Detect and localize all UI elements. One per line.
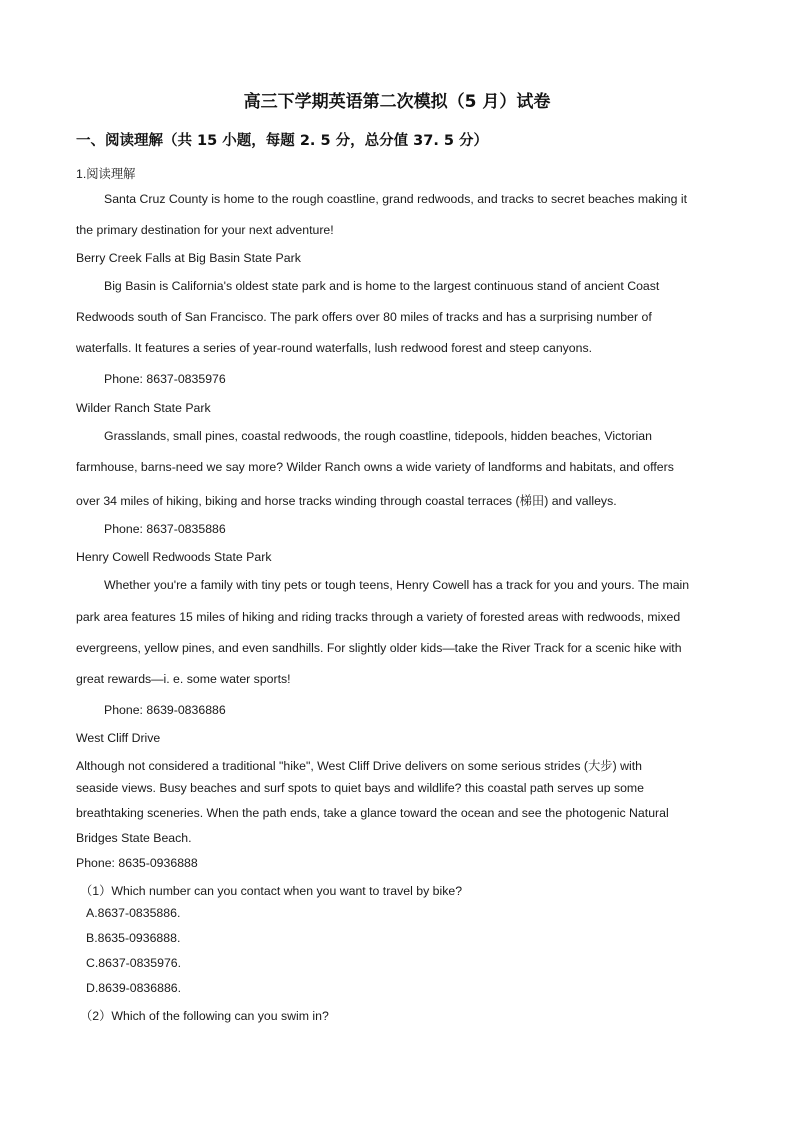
park-phone: Phone: 8639-0836886	[104, 703, 226, 717]
answer-option: A.8637-0835886.	[86, 906, 181, 920]
park-heading: Wilder Ranch State Park	[76, 401, 211, 415]
park-text-line: Whether you're a family with tiny pets or tough teens, Henry Cowell has a track for you and yours. The main	[104, 578, 690, 592]
page-title: 高三下学期英语第二次模拟（5 月）试卷	[243, 92, 551, 112]
question-label: 1.阅读理解	[76, 167, 136, 181]
park-text-line: park area features 15 miles of hiking and riding tracks through a variety of forested areas with redwoods, mixed	[76, 610, 681, 624]
question-stem: （2）Which of the following can you swim in?	[80, 1009, 329, 1023]
park-text-line: breathtaking sceneries. When the path ends, take a glance toward the ocean and see the photogenic Natural	[76, 806, 669, 820]
park-text-line: over 34 miles of hiking, biking and horse tracks winding through coastal terraces (梯田) and valleys.	[76, 494, 617, 508]
answer-option: B.8635-0936888.	[86, 931, 181, 945]
section-heading: 一、阅读理解（共 15 小题，每题 2. 5 分，总分值 37. 5 分）	[76, 133, 489, 149]
park-text-line: Redwoods south of San Francisco. The park offers over 80 miles of tracks and has a surprising number of	[76, 310, 652, 324]
answer-option: D.8639-0836886.	[86, 981, 182, 995]
park-text-line: great rewards—i. e. some water sports!	[76, 672, 291, 686]
park-text-line: Although not considered a traditional "hike", West Cliff Drive delivers on some serious strides (大步) with	[76, 759, 642, 773]
intro-line: Santa Cruz County is home to the rough coastline, grand redwoods, and tracks to secret beaches making it	[104, 192, 688, 206]
park-text-line: Grasslands, small pines, coastal redwoods, the rough coastline, tidepools, hidden beaches, Victorian	[104, 429, 652, 443]
park-text-line: Big Basin is California's oldest state park and is home to the largest continuous stand of ancient Coast	[104, 279, 660, 293]
park-phone: Phone: 8635-0936888	[76, 856, 198, 870]
park-heading: West Cliff Drive	[76, 731, 161, 745]
park-text-line: farmhouse, barns-need we say more? Wilder Ranch owns a wide variety of landforms and habitats, and offers	[76, 460, 674, 474]
park-text-line: Bridges State Beach.	[76, 831, 192, 845]
answer-option: C.8637-0835976.	[86, 956, 182, 970]
park-text-line: evergreens, yellow pines, and even sandhills. For slightly older kids—take the River Track for a scenic hike with	[76, 641, 682, 655]
park-heading: Berry Creek Falls at Big Basin State Park	[76, 251, 301, 265]
park-phone: Phone: 8637-0835976	[104, 372, 226, 386]
park-phone: Phone: 8637-0835886	[104, 522, 226, 536]
intro-line: the primary destination for your next adventure!	[76, 223, 334, 237]
park-text-line: seaside views. Busy beaches and surf spots to quiet bays and wildlife? this coastal path serves up some	[76, 781, 645, 795]
park-heading: Henry Cowell Redwoods State Park	[76, 550, 272, 564]
park-text-line: waterfalls. It features a series of year-round waterfalls, lush redwood forest and steep canyons.	[76, 341, 593, 355]
question-stem: （1）Which number can you contact when you want to travel by bike?	[80, 884, 463, 898]
